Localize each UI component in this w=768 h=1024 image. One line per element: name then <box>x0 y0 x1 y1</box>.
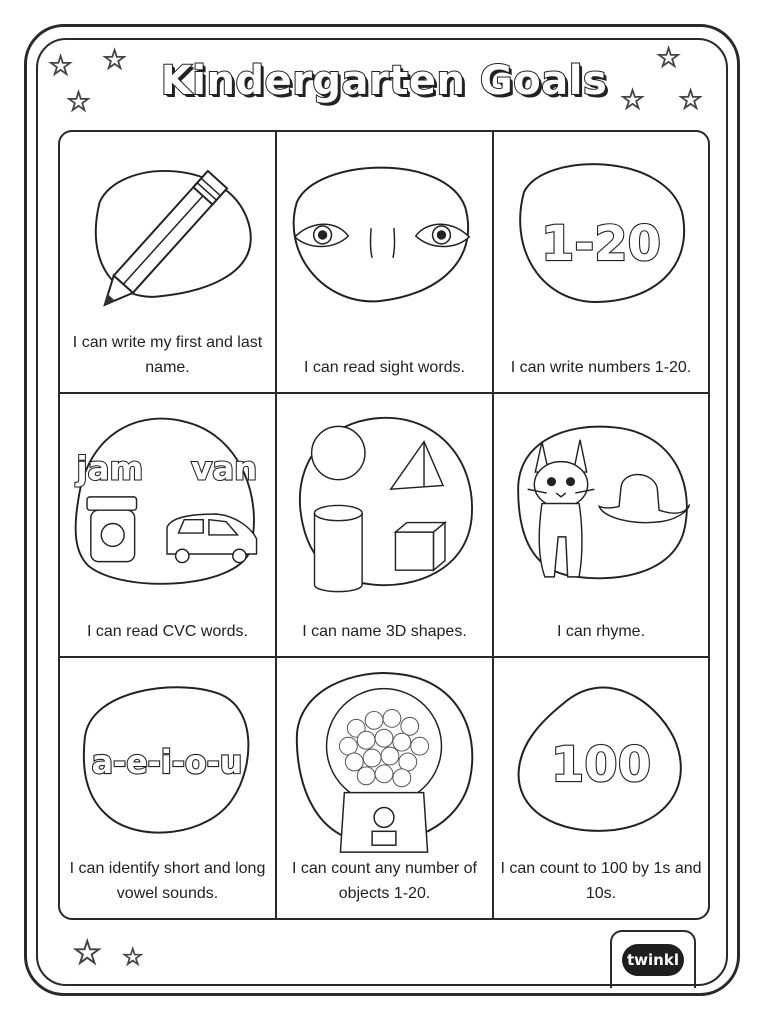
goal-card <box>277 658 494 918</box>
jam-jar-icon <box>87 497 137 562</box>
star-icon: ☆ <box>66 86 92 117</box>
goal-caption: I can read sight words. <box>304 359 465 376</box>
goals-grid <box>58 130 710 920</box>
goal-caption: I can rhyme. <box>556 623 646 640</box>
shapes-3d-icon <box>277 394 492 594</box>
sphere-icon <box>312 426 365 479</box>
star-icon: ☆ <box>122 944 144 971</box>
goal-caption: I can write my first and last name. <box>72 334 263 376</box>
goal-caption: I can identify short and long vowel sounds. <box>69 860 266 902</box>
goal-caption: I can write numbers 1-20. <box>510 359 692 376</box>
goal-card <box>60 394 277 658</box>
cat-hat-icon <box>494 394 708 594</box>
goal-caption: I can count to 100 by 1s and 10s. <box>500 860 702 902</box>
star-icon: ☆ <box>102 44 128 75</box>
cvc-word-van: van <box>191 449 258 488</box>
hundred-graphic <box>494 658 708 858</box>
goal-card <box>60 658 277 918</box>
number-range-graphic <box>494 132 708 332</box>
cube-icon <box>395 523 445 571</box>
star-icon: ☆ <box>72 934 103 972</box>
page-title: Kindergarten Goals <box>160 58 608 104</box>
star-icon: ☆ <box>656 42 682 73</box>
goal-caption: I can name 3D shapes. <box>302 623 467 640</box>
twinkl-logo: twinkl <box>622 944 684 976</box>
goal-caption: I can read CVC words. <box>87 623 248 640</box>
jam-van-graphic <box>60 394 275 594</box>
goal-card <box>277 132 494 394</box>
hundred-label: 100 <box>550 737 652 793</box>
vowels-graphic <box>60 658 275 858</box>
goal-card <box>277 394 494 658</box>
goal-card <box>494 132 708 394</box>
vowels-label: a-e-i-o-u <box>91 744 243 781</box>
logo-tab <box>610 930 696 988</box>
cylinder-icon <box>315 505 363 591</box>
eyes-icon <box>277 132 492 332</box>
gumball-machine-icon <box>277 658 492 858</box>
star-icon: ☆ <box>48 50 74 81</box>
number-range-label: 1-20 <box>540 216 662 272</box>
goal-card <box>60 132 277 394</box>
goal-card <box>494 394 708 658</box>
star-icon: ☆ <box>678 84 704 115</box>
star-icon: ☆ <box>620 84 646 115</box>
goal-caption: I can count any number of objects 1-20. <box>292 860 477 902</box>
cvc-word-jam: jam <box>76 449 144 488</box>
pencil-icon <box>60 132 275 332</box>
goal-card <box>494 658 708 918</box>
